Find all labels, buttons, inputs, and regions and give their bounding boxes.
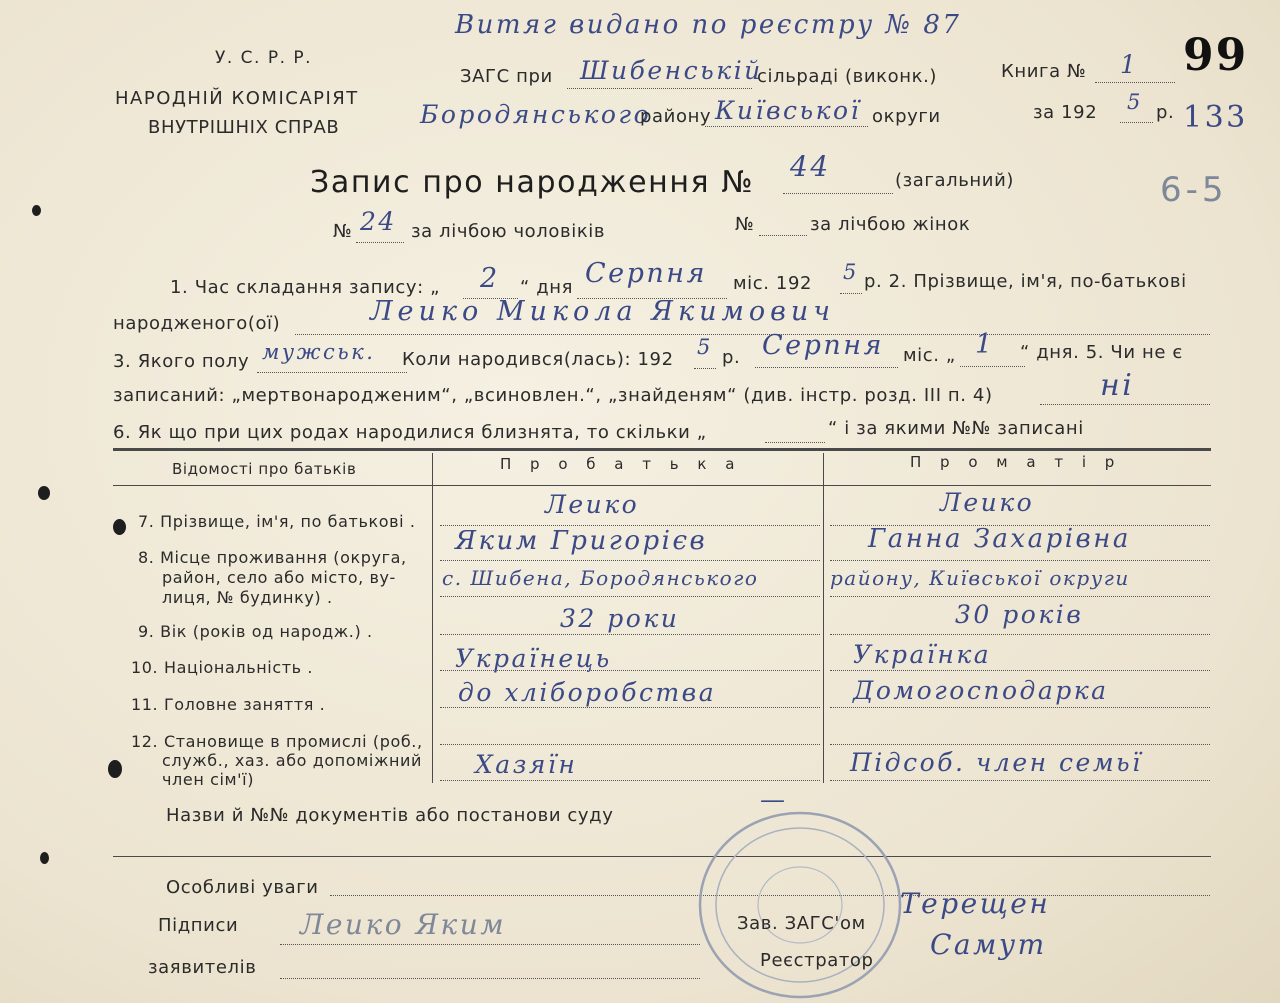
- margin-number: 133: [1183, 100, 1248, 135]
- book-number-handwritten: 1: [1120, 50, 1139, 79]
- male-count-handwritten: 24: [360, 207, 397, 236]
- mother-nationality: Українка: [853, 640, 992, 669]
- commissariat-line2: ВНУТРІШНІХ СПРАВ: [148, 117, 340, 138]
- father-residence: с. Шибена, Бородянського: [442, 566, 759, 590]
- commissariat-line1: НАРОДНІЙ КОМІСАРІЯТ: [115, 88, 359, 109]
- newborn-name-handwritten: Леико Микола Якимович: [370, 296, 836, 327]
- okrug-label: округи: [872, 106, 941, 127]
- zags-suffix: сільраді (виконк.): [757, 66, 938, 87]
- item4-month-handwritten: Серпня: [762, 330, 884, 361]
- item4-day-suffix: “ дня. 5. Чи не є: [1020, 342, 1183, 363]
- sex-handwritten: мужськ.: [262, 340, 376, 364]
- year-handwritten: 5: [1127, 90, 1143, 114]
- item5-handwritten: ні: [1100, 368, 1135, 403]
- item4-year-suffix: р.: [722, 347, 741, 368]
- item1-year-handwritten: 5: [843, 260, 859, 284]
- documents-handwritten: —: [760, 785, 788, 814]
- row9-label: 9. Вік (років од народж.) .: [138, 622, 373, 641]
- row7-label: 7. Прізвище, ім'я, по батькові .: [138, 512, 416, 531]
- item1-month-handwritten: Серпня: [585, 258, 707, 289]
- female-prefix: №: [735, 214, 755, 235]
- table-header-father: П р о б а т ь к а: [500, 455, 742, 473]
- district-label: району: [640, 106, 712, 127]
- binding-hole: [32, 205, 41, 216]
- okrug-handwritten: Київської: [715, 96, 862, 125]
- binding-hole: [108, 760, 122, 778]
- year-suffix: р.: [1156, 102, 1175, 123]
- item4-label: Коли народився(лась): 192: [402, 349, 674, 370]
- registrar-signature: Самут: [930, 928, 1047, 961]
- mother-residence: району, Київської округи: [830, 566, 1130, 590]
- applicant-signature: Леико Яким: [300, 908, 507, 941]
- zags-prefix: ЗАГС при: [460, 66, 553, 87]
- binding-hole: [113, 519, 126, 535]
- documents-label: Назви й №№ документів або постанови суду: [166, 805, 614, 826]
- item6-label: 6. Як що при цих родах народилися близнята, то скільки „: [113, 422, 707, 443]
- year-label: за 192: [1033, 102, 1098, 123]
- father-name: Яким Григорієв: [455, 526, 708, 556]
- mother-status: Підсоб. член семьї: [850, 748, 1143, 777]
- top-note-handwritten: Витяг видано по реєстру № 87: [455, 10, 962, 40]
- record-number-handwritten: 44: [790, 150, 831, 183]
- head-signature: Терещен: [900, 887, 1051, 920]
- item6-suffix: “ і за якими №№ записані: [828, 418, 1084, 439]
- item4-month-label: міс. „: [903, 345, 956, 366]
- female-label: за лічбою жінок: [810, 214, 971, 235]
- item3-label: 3. Якого полу: [113, 351, 250, 372]
- signatures-label: Підписи: [158, 915, 239, 936]
- item1-day-suffix: “ дня: [520, 277, 574, 298]
- notes-label: Особливі уваги: [166, 877, 319, 898]
- table-header-info: Відомості про батьків: [172, 460, 357, 478]
- mother-occupation: Домогосподарка: [853, 676, 1109, 705]
- registrar-label: Реєстратор: [760, 950, 874, 971]
- item1-label: 1. Час складання запису: „: [170, 277, 441, 298]
- table-header-mother: П р о м а т і р: [910, 453, 1122, 471]
- father-status: Хазяїн: [475, 750, 578, 779]
- binding-hole: [40, 852, 49, 864]
- item1-month-label: міс. 192: [733, 273, 813, 294]
- male-label: за лічбою чоловіків: [411, 221, 606, 242]
- district-handwritten: Бородянського: [420, 100, 652, 129]
- binding-hole: [38, 486, 50, 500]
- book-label: Книга №: [1001, 61, 1087, 82]
- mother-name: Ганна Захарівна: [868, 524, 1131, 554]
- item2-label: народженого(ої): [113, 313, 281, 334]
- row12-label: 12. Становище в промислі (роб., служб., хаз. або допоміжний член сім'ї): [131, 732, 423, 789]
- applicants-label: заявителів: [148, 957, 257, 978]
- mother-age: 30 років: [955, 600, 1084, 629]
- stamp-number: 99: [1183, 30, 1249, 81]
- village-handwritten: Шибенській: [580, 56, 763, 85]
- row11-label: 11. Головне заняття .: [131, 695, 326, 714]
- mother-surname: Леико: [940, 488, 1035, 517]
- father-surname: Леико: [545, 490, 640, 519]
- item4-year-handwritten: 5: [697, 335, 713, 359]
- ussr-label: У. С. Р. Р.: [215, 48, 313, 68]
- item4-day-handwritten: 1: [975, 329, 995, 360]
- row8-label: 8. Місце проживання (округа, район, село або місто, ву- лиця, № будинку) .: [138, 548, 407, 607]
- row10-label: 10. Національність .: [131, 658, 314, 677]
- item5-label: записаний: „мертвонародженим“, „всиновлен.“, „знайденям“ (див. інстр. розд. III п. 4): [113, 385, 993, 406]
- margin-gray-mark: 6-5: [1160, 170, 1228, 210]
- father-occupation: до хліборобства: [458, 678, 717, 707]
- record-general: (загальний): [895, 170, 1015, 191]
- record-title: Запис про народження №: [310, 165, 755, 200]
- head-label: Зав. ЗАГС'ом: [737, 913, 866, 934]
- father-age: 32 роки: [560, 604, 680, 633]
- item1-day-handwritten: 2: [480, 263, 500, 294]
- item1-year-suffix: р. 2. Прізвище, ім'я, по-батькові: [864, 271, 1187, 292]
- father-nationality: Українець: [455, 644, 612, 673]
- male-prefix: №: [333, 221, 353, 242]
